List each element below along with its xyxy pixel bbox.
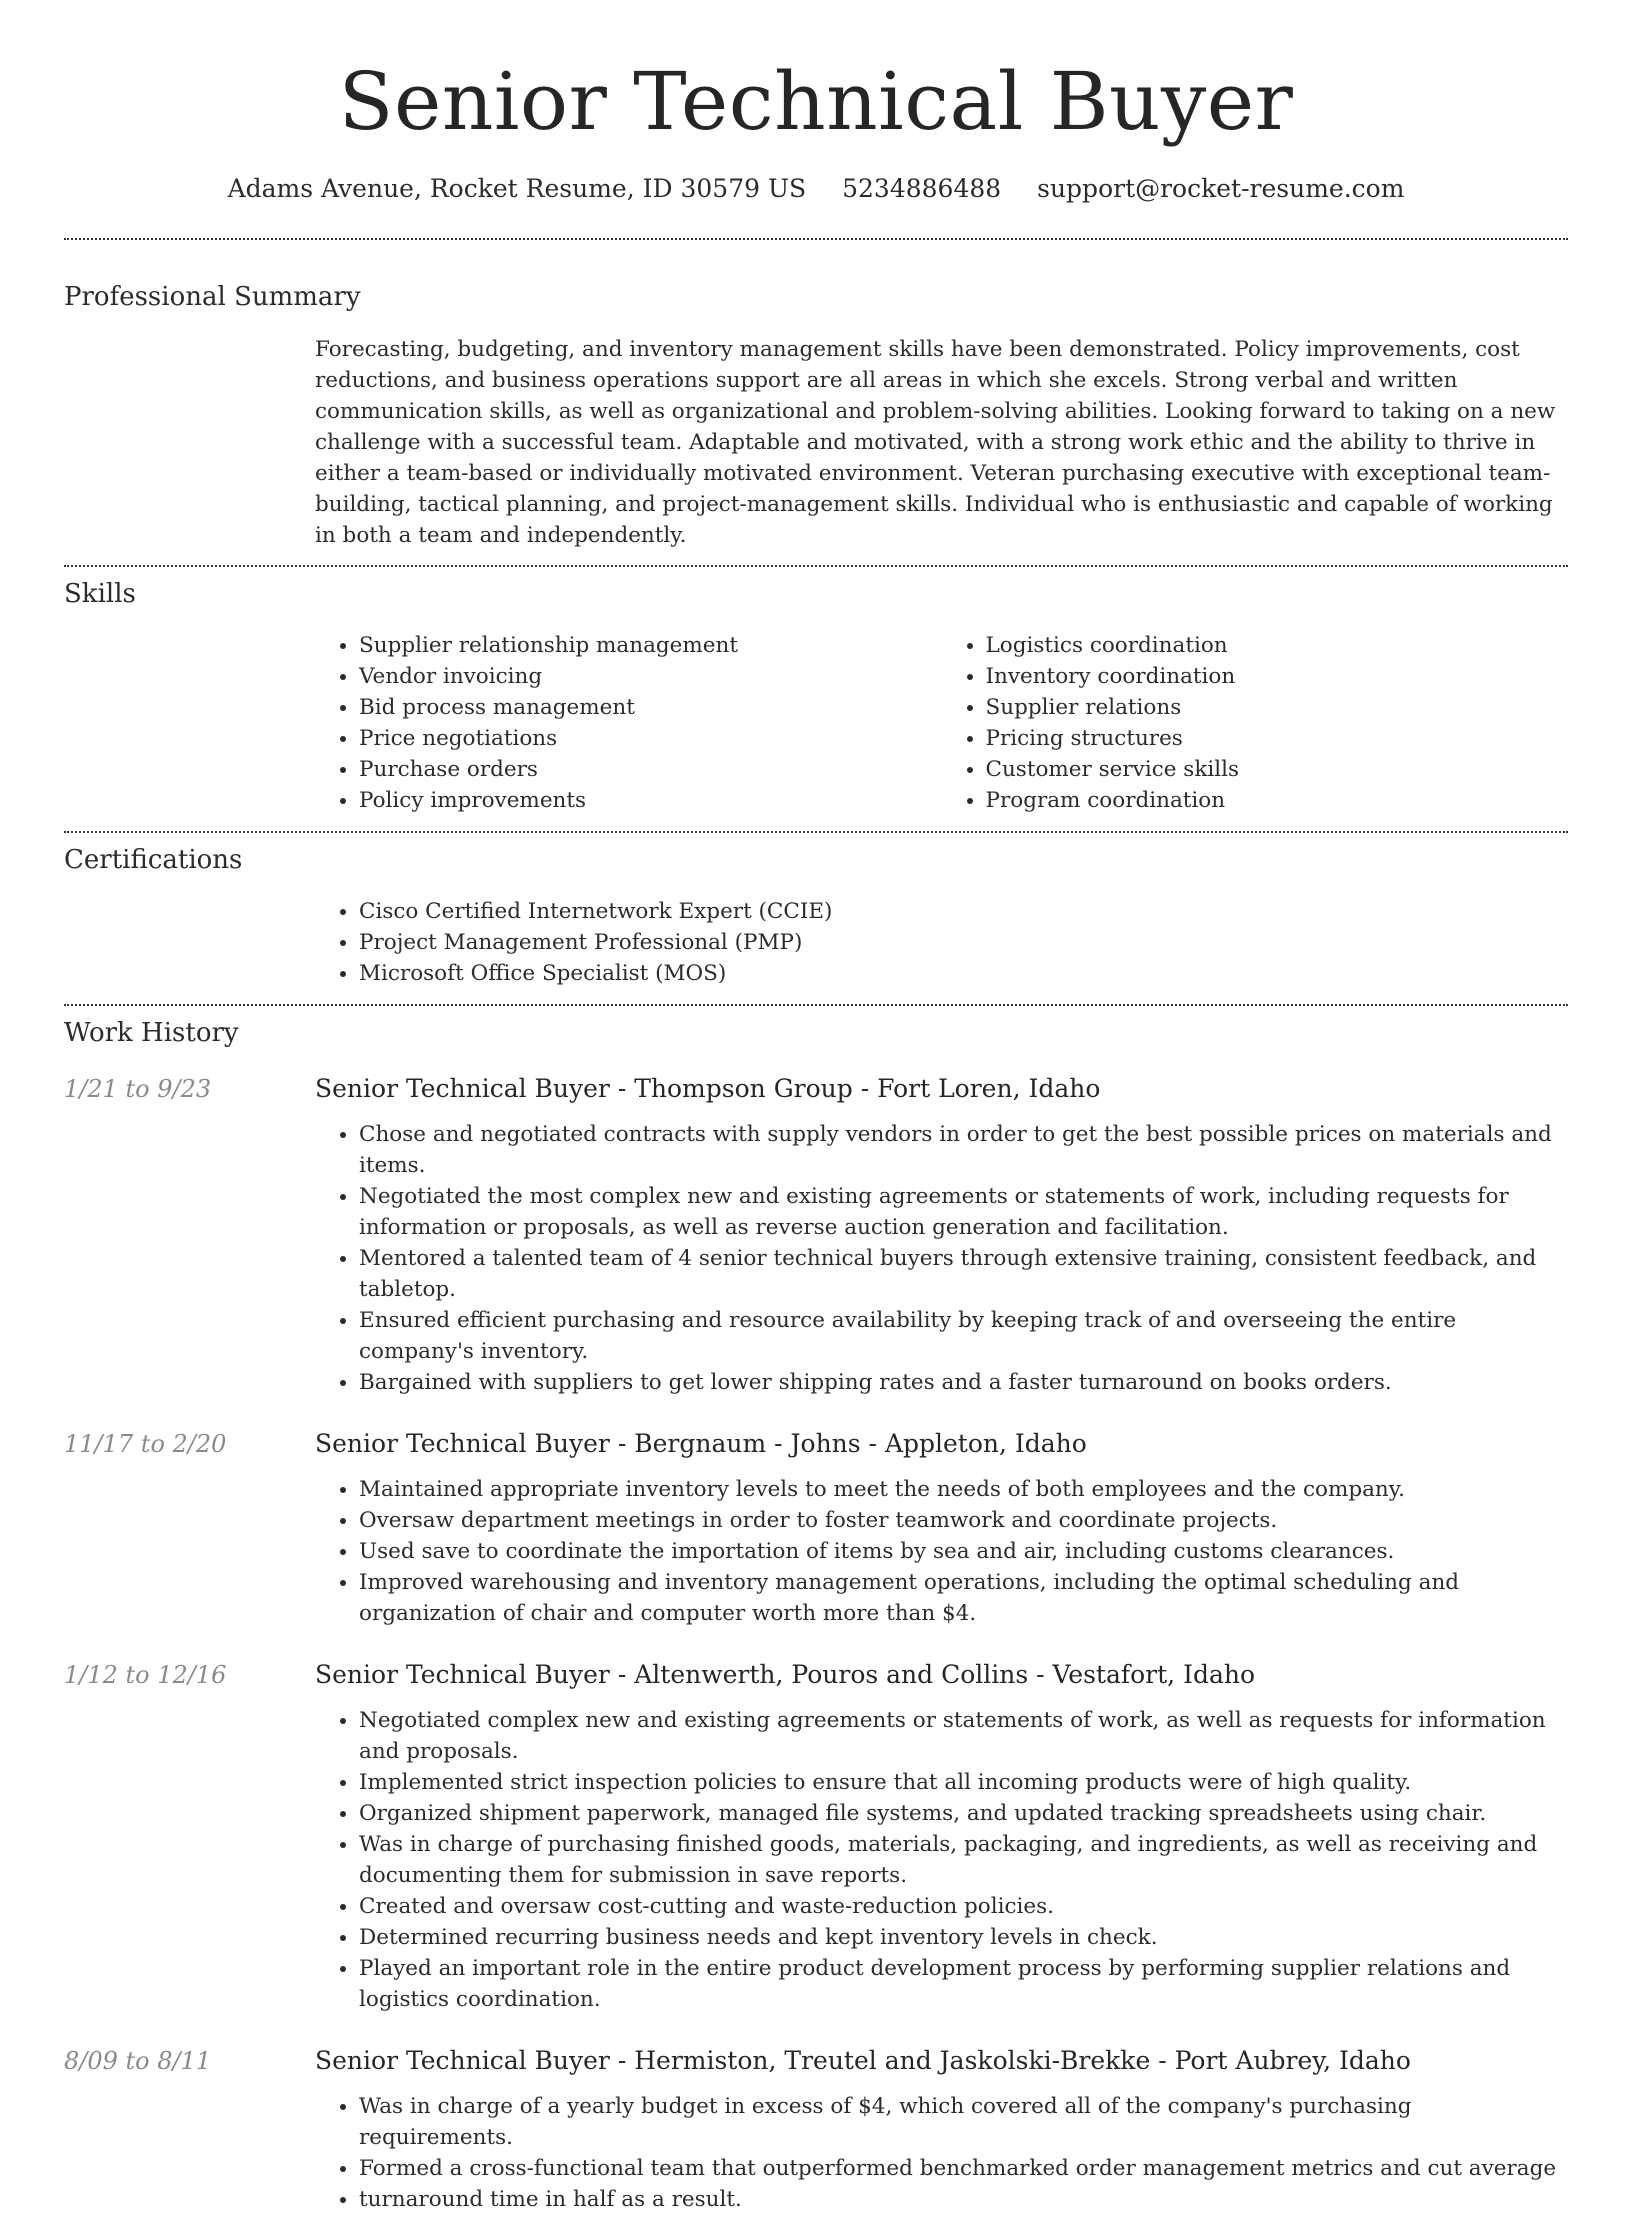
divider xyxy=(64,565,1568,567)
divider xyxy=(64,831,1568,833)
skills-list-left xyxy=(315,630,942,816)
divider xyxy=(64,238,1568,240)
job-bullet: • Chose and negotiated contracts with supply vendors in order to get the best possible prices on materials and items. xyxy=(359,1119,1568,1181)
contact-line xyxy=(64,172,1568,206)
job-dates: 1/12 to 12/16 xyxy=(64,1661,227,1689)
job-bullet: • Maintained appropriate inventory levels to meet the needs of both employees and the company. xyxy=(359,1474,1568,1505)
work-section xyxy=(64,1016,1568,2215)
section-title-skills: Skills xyxy=(64,579,136,609)
skill-item: • Inventory coordination xyxy=(986,661,1569,692)
resume-page xyxy=(64,0,1568,2215)
resume-name: Senior Technical Buyer xyxy=(338,55,1294,148)
job-bullet: • Created and oversaw cost-cutting and waste-reduction policies. xyxy=(359,1891,1568,1922)
skill-item: • Pricing structures xyxy=(986,723,1569,754)
summary-section xyxy=(64,280,1568,551)
job-bullet: • Determined recurring business needs and kept inventory levels in check. xyxy=(359,1922,1568,1953)
job-bullet: • Mentored a talented team of 4 senior technical buyers through extensive training, consistent feedback, and tabletop. xyxy=(359,1243,1568,1305)
skill-item: • Logistics coordination xyxy=(986,630,1569,661)
job-dates: 1/21 to 9/23 xyxy=(64,1075,212,1103)
section-title-work: Work History xyxy=(64,1018,239,1048)
job-title: Senior Technical Buyer - Altenwerth, Pouros and Collins - Vestafort, Idaho xyxy=(315,1660,1256,1689)
job-bullet: • Negotiated the most complex new and existing agreements or statements of work, including requests for information or proposals, as well as reverse auction generation and facilitation. xyxy=(359,1181,1568,1243)
job-bullet: • Was in charge of purchasing finished goods, materials, packaging, and ingredients, as well as receiving and documenting them for submission in save reports. xyxy=(359,1829,1568,1891)
certification-item: • Microsoft Office Specialist (MOS) xyxy=(359,958,1568,989)
skill-item: • Price negotiations xyxy=(359,723,942,754)
skill-item: • Bid process management xyxy=(359,692,942,723)
certifications-section xyxy=(64,843,1568,989)
divider xyxy=(64,1004,1568,1006)
job-bullet: • Played an important role in the entire product development process by performing supplier relations and logistics coordination. xyxy=(359,1953,1568,2015)
job-bullet: • Bargained with suppliers to get lower shipping rates and a faster turnaround on books orders. xyxy=(359,1367,1568,1398)
job-bullet: • Formed a cross-functional team that outperformed benchmarked order management metrics and cut average xyxy=(359,2153,1568,2184)
job-bullet: • Was in charge of a yearly budget in excess of $4, which covered all of the company's purchasing requirements. xyxy=(359,2091,1568,2153)
job-bullet: • Organized shipment paperwork, managed file systems, and updated tracking spreadsheets using chair. xyxy=(359,1798,1568,1829)
skill-item: • Purchase orders xyxy=(359,754,942,785)
certification-item: • Cisco Certified Internetwork Expert (CCIE) xyxy=(359,896,1568,927)
section-title-certifications: Certifications xyxy=(64,845,243,875)
job-title: Senior Technical Buyer - Bergnaum - Johns - Appleton, Idaho xyxy=(315,1429,1087,1458)
job-dates: 11/17 to 2/20 xyxy=(64,1430,227,1458)
contact-address: Adams Avenue, Rocket Resume, ID 30579 US xyxy=(227,174,807,203)
job-bullet: • Implemented strict inspection policies to ensure that all incoming products were of high quality. xyxy=(359,1767,1568,1798)
skill-item: • Policy improvements xyxy=(359,785,942,816)
skill-item: • Vendor invoicing xyxy=(359,661,942,692)
contact-phone: 5234886488 xyxy=(842,174,1002,203)
job-title: Senior Technical Buyer - Thompson Group - Fort Loren, Idaho xyxy=(315,1074,1101,1103)
job-bullets xyxy=(315,1705,1568,2015)
job-entry xyxy=(64,1072,1568,1398)
skills-section xyxy=(64,577,1568,816)
skill-item: • Supplier relations xyxy=(986,692,1569,723)
certification-item: • Project Management Professional (PMP) xyxy=(359,927,1568,958)
job-bullet: • Ensured efficient purchasing and resource availability by keeping track of and overseeing the entire company's inventory. xyxy=(359,1305,1568,1367)
contact-email: support@rocket-resume.com xyxy=(1037,174,1405,203)
job-bullet: • turnaround time in half as a result. xyxy=(359,2184,1568,2215)
job-bullets xyxy=(315,1474,1568,1629)
summary-text: Forecasting, budgeting, and inventory management skills have been demonstrated. Policy improvements, cost reductions, and business operations support are all areas in which she excels. Strong verbal and written communication skills, as well as organizational and problem-solving abilities. Looking forward to taking on a new challenge with a successful team. Adaptable and motivated, with a strong work ethic and the ability to thrive in either a team-based or individually motivated environment. Veteran purchasing executive with exceptional team-building, tactical planning, and project-management skills. Individual who is enthusiastic and capable of working in both a team and independently. xyxy=(315,337,1556,548)
job-entry xyxy=(64,1658,1568,2015)
job-entry xyxy=(64,2044,1568,2215)
job-bullets xyxy=(315,2091,1568,2215)
skill-item: • Program coordination xyxy=(986,785,1569,816)
job-dates: 8/09 to 8/11 xyxy=(64,2047,212,2075)
job-bullet: • Negotiated complex new and existing agreements or statements of work, as well as requests for information and proposals. xyxy=(359,1705,1568,1767)
certifications-list xyxy=(315,896,1568,989)
job-bullets xyxy=(315,1119,1568,1398)
job-title: Senior Technical Buyer - Hermiston, Treutel and Jaskolski-Brekke - Port Aubrey, Idaho xyxy=(315,2046,1411,2075)
job-bullet: • Improved warehousing and inventory management operations, including the optimal scheduling and organization of chair and computer worth more than $4. xyxy=(359,1567,1568,1629)
skill-item: • Supplier relationship management xyxy=(359,630,942,661)
certifications-list-wrap xyxy=(315,896,1568,989)
job-bullet: • Used save to coordinate the importation of items by sea and air, including customs clearances. xyxy=(359,1536,1568,1567)
skill-item: • Customer service skills xyxy=(986,754,1569,785)
job-entry xyxy=(64,1427,1568,1629)
skills-columns xyxy=(315,630,1568,816)
section-title-summary: Professional Summary xyxy=(64,282,361,312)
job-bullet: • Oversaw department meetings in order to foster teamwork and coordinate projects. xyxy=(359,1505,1568,1536)
skills-list-right xyxy=(942,630,1569,816)
